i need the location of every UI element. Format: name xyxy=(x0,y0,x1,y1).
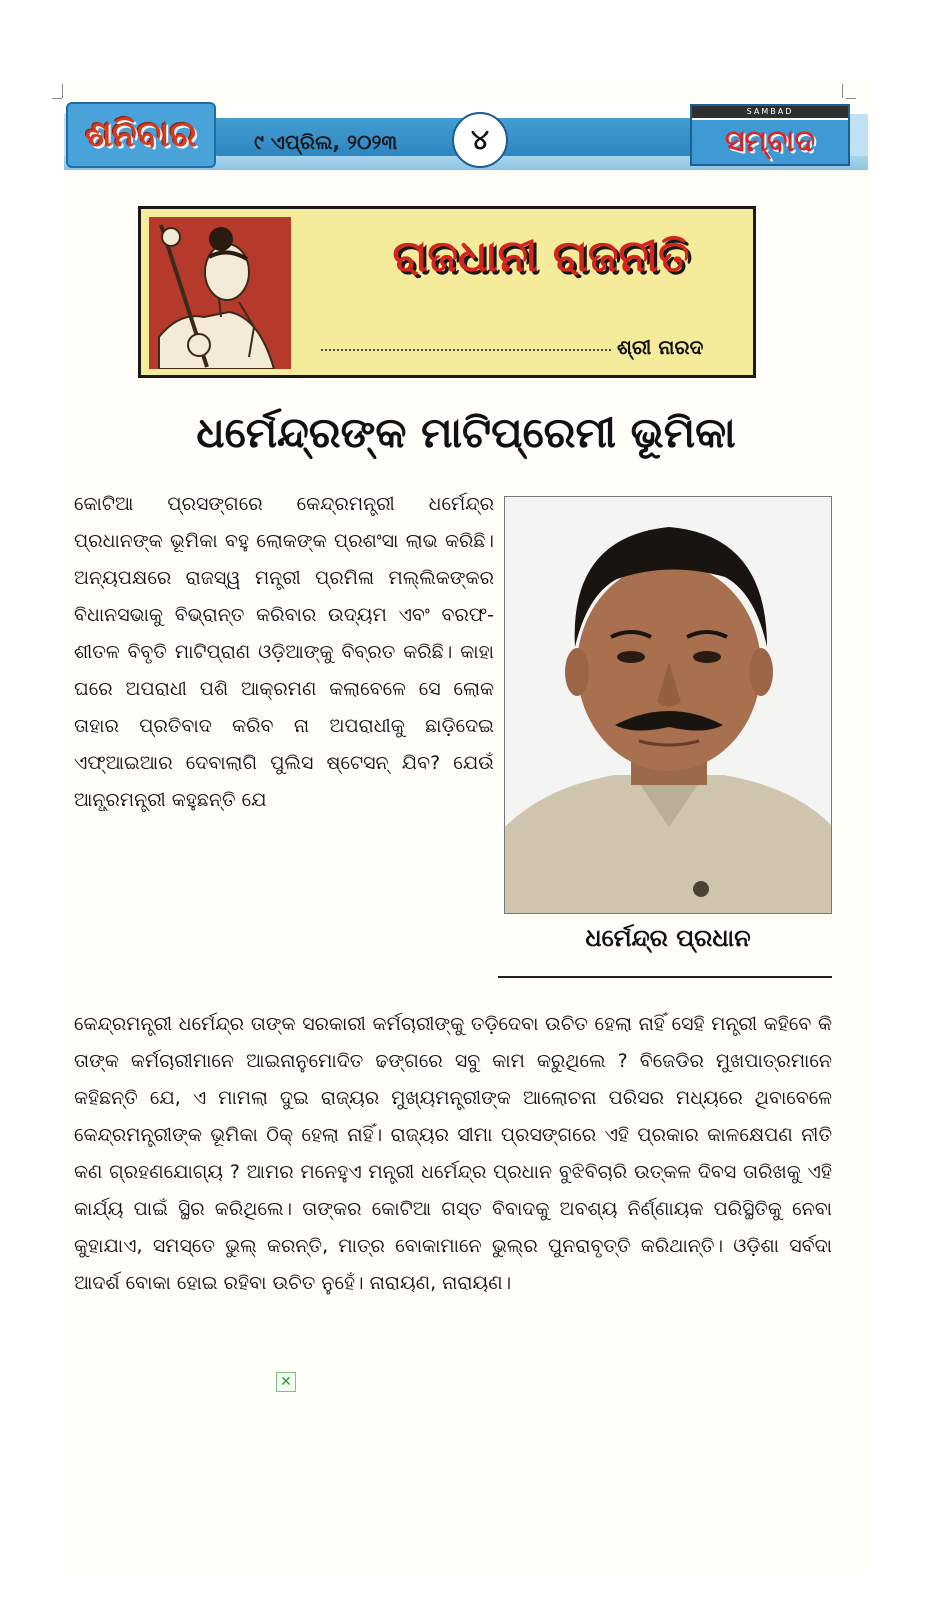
byline-dotted-rule xyxy=(321,349,611,351)
crop-mark-right xyxy=(842,84,843,98)
article-headline: ଧର୍ମେନ୍ଦ୍ରଙ୍କ ମାଟିପ୍ରେମୀ ଭୂମିକା xyxy=(196,408,736,457)
article-body-column: କୋଟିଆ ପ୍ରସଙ୍ଗରେ କେନ୍ଦ୍ରମନ୍ତ୍ରୀ ଧର୍ମେନ୍ଦ୍ର ପ୍ରଧାନଙ୍କ ଭୂମିକା ବହୁ ଲୋକଙ୍କ ପ୍ରଶଂସା ଲାଭ କରିଛି। ଅନ୍ୟପକ୍ଷରେ ରାଜସ୍ୱ ମନ୍ତ୍ରୀ ପ୍ରମିଳା ମଲ୍ଲିକଙ୍କର ବିଧାନସଭାକୁ ବିଭ୍ରାନ୍ତ କରିବାର ଉଦ୍ୟମ ଏବଂ ବରଫ-ଶୀତଳ ବିବୃତି ମାଟିପ୍ରାଣ ଓଡ଼ିଆଙ୍କୁ ବିବ୍ରତ କରିଛି। କାହା ଘରେ ଅପରାଧୀ ପଶି ଆକ୍ରମଣ କଲାବେଳେ ସେ ଲୋକ ତାହାର ପ୍ରତିବାଦ କରିବ ନା ଅପରାଧୀକୁ ଛାଡ଼ିଦେଇ ଏଫ୍ଆଇଆର ଦେବାଲାଗି ପୁଲିସ ଷ୍ଟେସନ୍ ଯିବ? ଯେଉଁ ଆନ୍ଧ୍ରମନ୍ତ୍ରୀ କହୁଛନ୍ତି ଯେ xyxy=(74,493,494,811)
portrait-photo xyxy=(504,496,832,914)
crop-mark-right-h xyxy=(846,98,856,99)
column-title: ରାଜଧାନୀ ରାଜନୀତି xyxy=(392,231,690,282)
column-banner xyxy=(138,206,756,378)
caption-rule xyxy=(498,976,832,978)
narada-illustration xyxy=(149,217,291,369)
column-byline: ଶ୍ରୀ ନାରଦ xyxy=(617,335,704,359)
page-header xyxy=(64,100,868,174)
crop-mark-left-h xyxy=(52,98,62,99)
photo-caption: ଧର୍ମେନ୍ଦ୍ର ପ୍ରଧାନ xyxy=(585,924,751,952)
newspaper-tag: SAMBAD xyxy=(692,106,848,118)
page-number: ୪ xyxy=(452,112,508,168)
issue-date: ୯ ଏପ୍ରିଲ, ୨୦୨୩ xyxy=(254,130,398,154)
crop-mark-left xyxy=(62,84,63,98)
broken-image-icon: ✕ xyxy=(276,1372,296,1392)
day-name-logo: ଶନିବାର xyxy=(66,102,216,168)
article-body-full: କେନ୍ଦ୍ରମନ୍ତ୍ରୀ ଧର୍ମେନ୍ଦ୍ର ତାଙ୍କ ସରକାରୀ କର୍ମଚାରୀଙ୍କୁ ତଡ଼ିଦେବା ଉଚିତ ହେଲା ନାହିଁ ସେହି ମନ୍ତ୍ରୀ କହିବେ କି ତାଙ୍କ କର୍ମଚାରୀମାନେ ଆଇନାନୁମୋଦିତ ଢଙ୍ଗରେ ସବୁ କାମ କରୁଥିଲେ ? ବିଜେଡିର ମୁଖପାତ୍ରମାନେ କହିଛନ୍ତି ଯେ, ଏ ମାମଲା ଦୁଇ ରାଜ୍ୟର ମୁଖ୍ୟମନ୍ତ୍ରୀଙ୍କ ଆଲୋଚନା ପରିସର ମଧ୍ୟରେ ଥିବାବେଳେ କେନ୍ଦ୍ରମନ୍ତ୍ରୀଙ୍କ ଭୂମିକା ଠିକ୍ ହେଲା ନାହିଁ। ରାଜ୍ୟର ସୀମା ପ୍ରସଙ୍ଗରେ ଏହି ପ୍ରକାର କାଳକ୍ଷେପଣ ନୀତି କଣ ଗ୍ରହଣଯୋଗ୍ୟ ? ଆମର ମନେହୁଏ ମନ୍ତ୍ରୀ ଧର୍ମେନ୍ଦ୍ର ପ୍ରଧାନ ବୁଝିବିଚାରି ଉତ୍କଳ ଦିବସ ତାରିଖକୁ ଏହି କାର୍ଯ୍ୟ ପାଇଁ ସ୍ଥିର କରିଥିଲେ। ତାଙ୍କର କୋଟିଆ ଗସ୍ତ ବିବାଦକୁ ଅବଶ୍ୟ ନିର୍ଣ୍ଣାୟକ ପରିସ୍ଥିତିକୁ ନେବା କୁହାଯାଏ, ସମସ୍ତେ ଭୁଲ୍ କରନ୍ତି, ମାତ୍ର ବୋକାମାନେ ଭୁଲ୍‌ର ପୁନରାବୃତ୍ତି କରିଥାନ୍ତି। ଓଡ଼ିଶା ସର୍ବଦା ଆଦର୍ଶ ବୋକା ହୋଇ ରହିବା ଉଚିତ ନୁହେଁ। ନାରାୟଣ, ନାରାୟଣ। xyxy=(74,1013,832,1294)
newspaper-name: ସମ୍ବାଦ xyxy=(692,120,848,164)
newspaper-logo xyxy=(690,104,850,166)
